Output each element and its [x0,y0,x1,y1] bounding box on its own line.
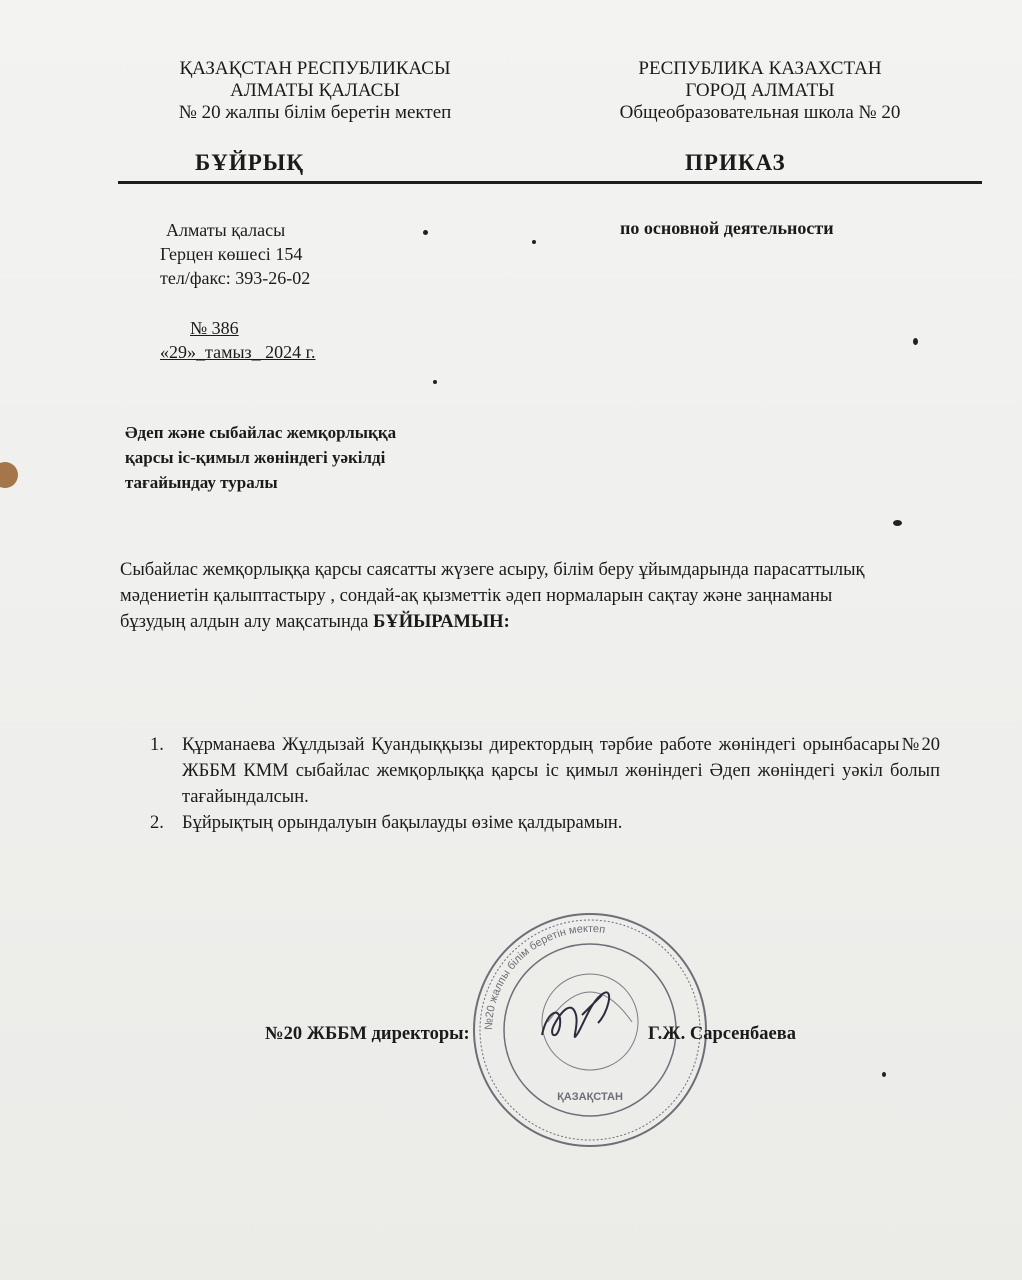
title-ru: ПРИКАЗ [685,150,786,175]
preamble-line2: мәдениетін қалыптастыру , сондай-ақ қызметтік әдеп нормаларын сақтау және заңнаманы [120,586,833,606]
signature-position: №20 ЖББМ директоры: [265,1024,470,1044]
order-item [150,810,940,836]
preamble-line3-text: бұзудың алдын алу мақсатында [120,612,374,632]
activity-label: по основной деятельности [620,218,834,238]
header-left-line2: АЛМАТЫ ҚАЛАСЫ [230,80,400,101]
address-street: Герцен көшесі 154 [160,244,303,264]
header-left-line1: ҚАЗАҚСТАН РЕСПУБЛИКАСЫ [179,58,451,79]
ink-speck [532,240,536,244]
order-item [150,732,940,810]
preamble-line3 [120,609,1022,635]
header-right-line3: Общеобразовательная школа № 20 [619,102,901,123]
punch-hole [0,462,18,488]
header-left [110,58,520,124]
preamble-emphasis: БҰЙЫРАМЫН: [373,612,510,632]
order-items [150,732,940,836]
subject-block [125,420,396,495]
order-item-text: Құрманаева Жұлдызай Қуандыққызы директордың тәрбие работе жөніндегі орынбасары№20 ЖББМ КММ сыбайлас жемқорлыққа қарсы іс қимыл жөніндегі Әдеп жөніндегі уәкіл болып тағайындалсын. [182,735,940,807]
order-date: «29»_тамыз_ 2024 г. [160,342,316,362]
header-right [600,58,920,124]
header-left-line3: № 20 жалпы білім беретін мектеп [178,102,452,123]
address-block [160,218,310,290]
order-item-number: 1. [150,735,164,755]
handwritten-signature [522,975,632,1065]
order-number: № 386 [190,318,239,338]
header-right-line1: РЕСПУБЛИКА КАЗАХСТАН [638,58,882,79]
header-right-line2: ГОРОД АЛМАТЫ [685,80,835,101]
stamp-outer-text: №20 жалпы білім беретін мектеп [482,922,606,1031]
signature-name: Г.Ж. Сарсенбаева [648,1024,797,1044]
subject-line1: Әдеп және сыбайлас жемқорлыққа [125,423,397,442]
subject-line2: қарсы іс-қимыл жөніндегі уәкілді [125,448,386,467]
subject-line3: тағайындау туралы [125,473,278,492]
ink-speck [882,1072,886,1077]
preamble-line1: Сыбайлас жемқорлыққа қарсы саясатты жүзеге асыру, білім беру ұйымдарында парасаттылық [120,560,865,580]
stamp-center-text: ҚАЗАҚСТАН [557,1091,623,1103]
address-city: Алматы қаласы [166,220,286,240]
order-number-block [160,316,328,364]
ink-speck [913,338,918,345]
title-kz: БҰЙРЫҚ [195,150,305,175]
order-item-text: Бұйрықтың орындалуын бақылауды өзіме қалдырамын. [182,813,623,833]
header-rule [118,181,982,184]
address-phone: тел/факс: 393-26-02 [160,268,311,288]
ink-speck [423,230,428,235]
order-item-number: 2. [150,813,164,833]
preamble [120,557,1022,635]
ink-speck [433,380,437,384]
ink-speck [893,520,902,526]
